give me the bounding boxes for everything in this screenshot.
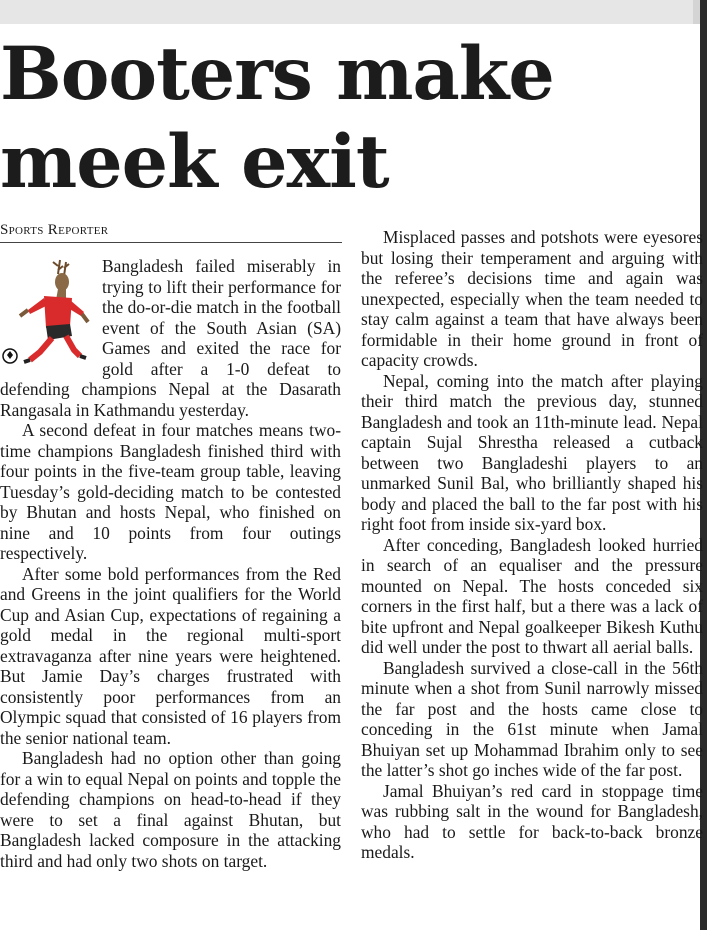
article-paragraph: Bangladesh had no option other than going for a win to equal Nepal on points and topple the defending champions on head-to-head if they were to set a final against Bhutan, but Bangladesh lacked composure in the attacking third and had only two shots on target. xyxy=(0,748,341,871)
top-page-strip xyxy=(0,0,700,24)
article-paragraph: After conceding, Bangladesh looked hurried in search of an equaliser and the pressure mounted on Nepal. The hosts conceded six corners in the first half, but a there was a lack of bite upfront and Nepal goalkeeper Bikesh Kuthu did well under the post to thwart all aerial balls. xyxy=(361,534,703,657)
page-edge-shadow xyxy=(693,0,700,24)
article-column-left xyxy=(0,256,341,871)
article-paragraph: Nepal, coming into the match after playing their third match the previous day, stunned Bangladesh and took an 11th-minute lead. Nepal captain Sujal Shrestha released a cutback between two Bangladeshi players to an unmarked Sunil Bal, who brilliantly shaped his body and placed the ball to the far post with his right foot from inside six-yard box. xyxy=(361,370,703,534)
byline: Sports Reporter xyxy=(0,222,342,243)
article-paragraph: Bangladesh failed miserably in trying to lift their performance for the do-or-die match in the football event of the South Asian (SA) Games and exited the race for gold after a 1-0 defeat to defending champions Nepal at the Dasarath Rangasala in Kathmandu yesterday. xyxy=(0,256,341,420)
article-column-right xyxy=(361,227,703,863)
article-paragraph: Jamal Bhuiyan’s red card in stoppage time was rubbing salt in the wound for Bangladesh, who had to settle for back-to-back bronze medals. xyxy=(361,780,703,862)
article-paragraph: Misplaced passes and potshots were eyesores but losing their temperament and arguing with the referee’s decisions time and again was unexpected, especially when the team needed to stay calm against a team that have always been formidable in their home ground in front of capacity crowds. xyxy=(361,227,703,370)
headline: Booters make meek exit xyxy=(0,31,554,205)
games-mascot-logo xyxy=(0,256,96,374)
deer-mascot-footballer-icon xyxy=(0,256,94,368)
article-paragraph: Bangladesh survived a close-call in the 56th minute when a shot from Sunil narrowly missed the far post and the hosts came close to conceding in the 61st minute when Jamal Bhuiyan set up Mohammad Ibrahim only to see the latter’s shot go inches wide of the far post. xyxy=(361,657,703,780)
article-paragraph: After some bold performances from the Red and Greens in the joint qualifiers for the World Cup and Asian Cup, expectations of regaining a gold medal in the regional multi-sport extravaganza after nine years were heightened. But Jamie Day’s charges frustrated with consistently poor performances from an Olympic squad that consisted of 16 players from the senior national team. xyxy=(0,563,341,748)
article-paragraph: A second defeat in four matches means two-time champions Bangladesh finished third with four points in the five-team group table, leaving Tuesday’s gold-deciding match to be contested by Bhutan and hosts Nepal, who finished on nine and 10 points from four outings respectively. xyxy=(0,420,341,563)
